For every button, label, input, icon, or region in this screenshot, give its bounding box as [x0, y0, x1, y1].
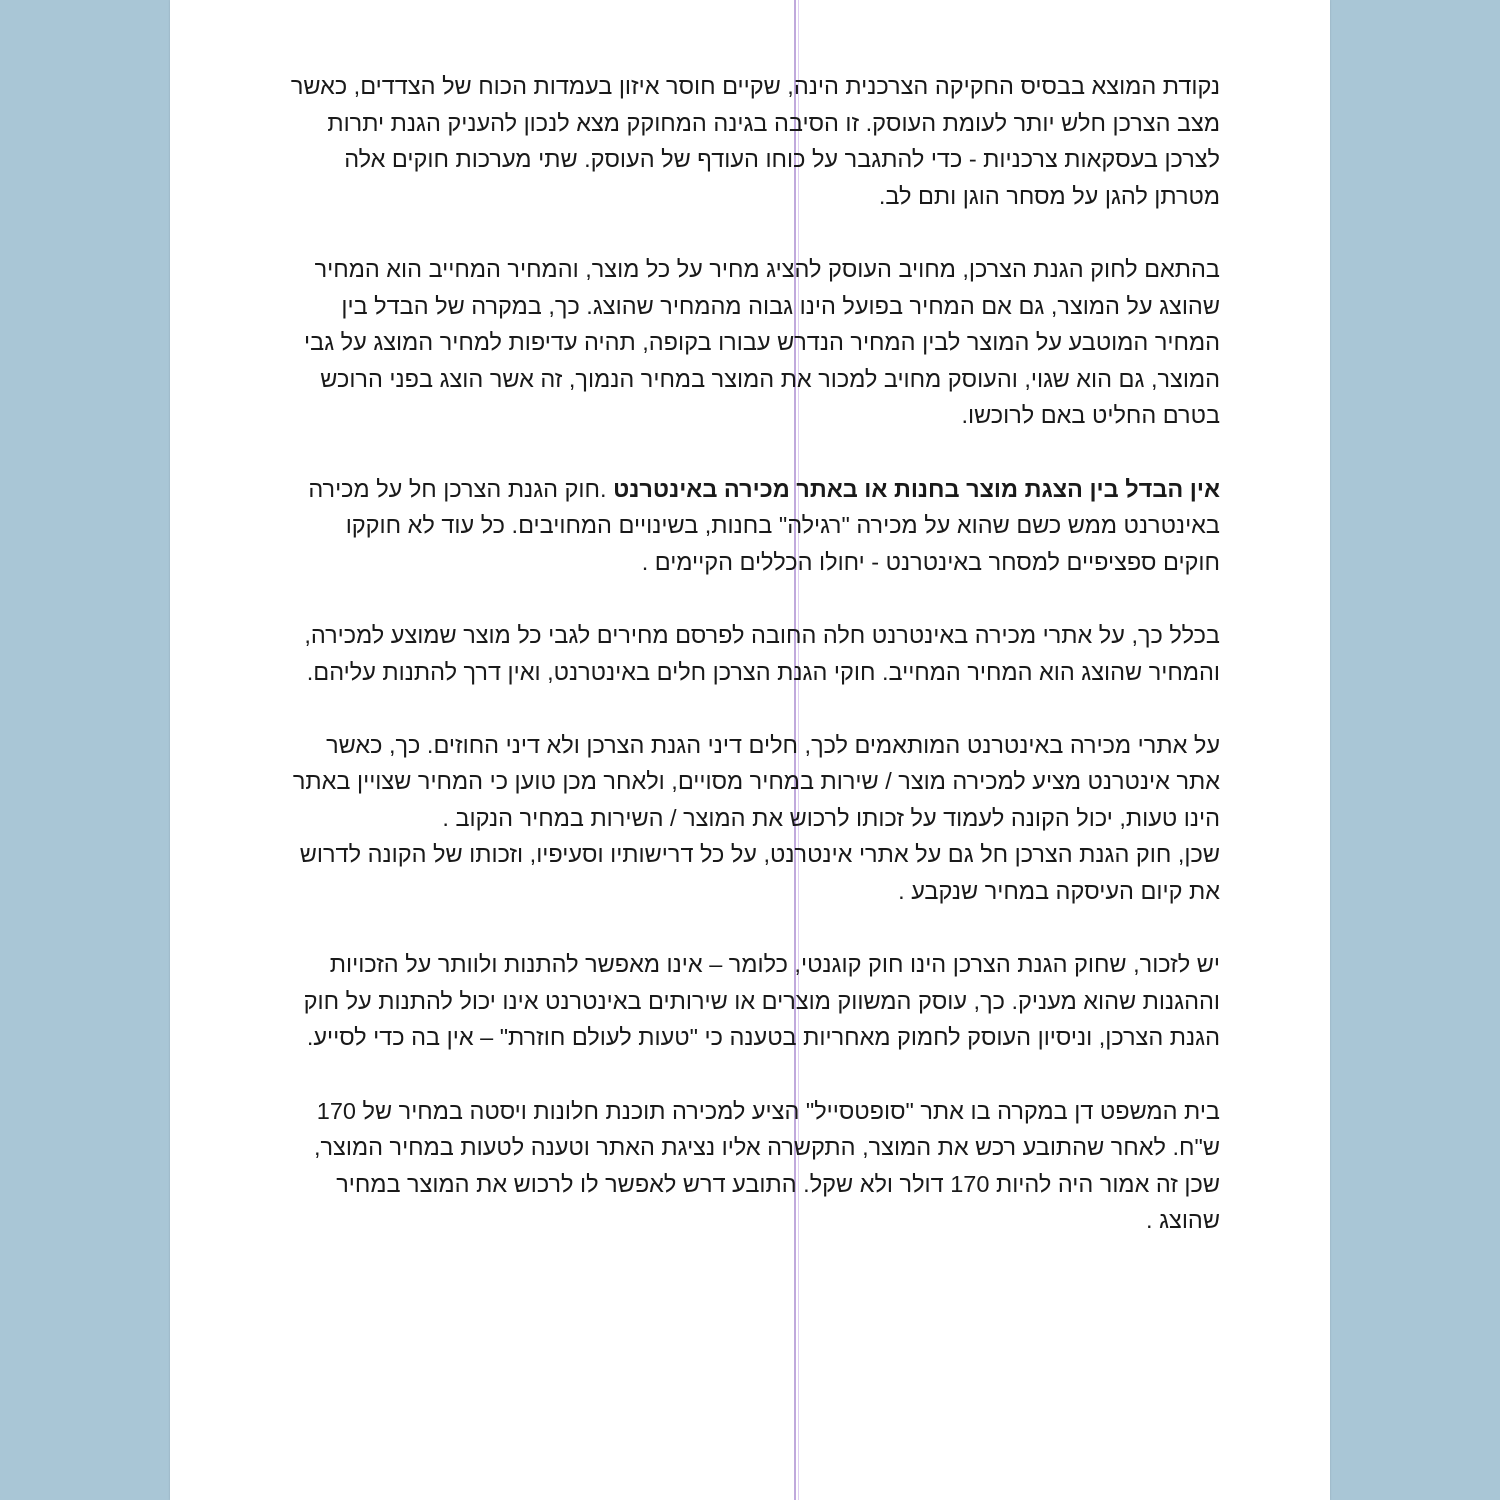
paragraph	[290, 68, 1220, 214]
paragraph	[290, 617, 1220, 690]
paragraph-text: יש לזכור, שחוק הגנת הצרכן הינו חוק קוגנטי, כלומר – אינו מאפשר להתנות ולוותר על הזכויות וההגנות שהוא מעניק. כך, עוסק המשווק מוצרים או שירותים באינטרנט אינו יכול להתנות על חוק הגנת הצרכן, וניסיון העוסק לחמוק מאחריות בטענה כי "טעות לעולם חוזרת" – אין בה כדי לסייע.	[303, 951, 1220, 1051]
paragraph-text: בכלל כך, על אתרי מכירה באינטרנט חלה החובה לפרסם מחירים לגבי כל מוצר שמוצע למכירה, והמחיר שהוצג הוא המחיר המחייב. חוקי הגנת הצרכן חלים באינטרנט, ואין דרך להתנות עליהם.	[304, 621, 1220, 685]
paragraph	[290, 251, 1220, 434]
document-body	[290, 68, 1220, 1276]
paragraph	[290, 727, 1220, 837]
paragraph-text: על אתרי מכירה באינטרנט המותאמים לכך, חלים דיני הגנת הצרכן ולא דיני החוזים. כך, כאשר אתר אינטרנט מציע למכירה מוצר / שירות במחיר מסויים, ולאחר מכן טוען כי המחיר שצויין באתר הינו טעות, יכול הקונה לעמוד על זכותו לרכוש את המוצר / השירות במחיר הנקוב .	[292, 731, 1220, 831]
paragraph	[290, 471, 1220, 581]
paragraph	[290, 946, 1220, 1056]
paragraph-text: בית המשפט דן במקרה בו אתר "סופטסייל" הציע למכירה תוכנת חלונות ויסטה במחיר של 170 ש"ח. לאחר שהתובע רכש את המוצר, התקשרה אליו נציגת האתר וטענה לטעות במחיר המוצר, שכן זה אמור היה להיות 170 דולר ולא שקל. התובע דרש לאפשר לו לרכוש את המוצר במחיר שהוצג .	[313, 1097, 1220, 1234]
paragraph	[290, 1093, 1220, 1239]
paragraph-text: שכן, חוק הגנת הצרכן חל גם על אתרי אינטרנט, על כל דרישותיו וסעיפיו, וזכותו של הקונה לדרוש את קיום העיסקה במחיר שנקבע .	[299, 841, 1220, 905]
document-page	[170, 0, 1330, 1500]
paragraph-bold-lead: אין הבדל בין הצגת מוצר בחנות או באתר מכירה באינטרנט	[613, 475, 1220, 502]
paragraph-text: נקודת המוצא בבסיס החקיקה הצרכנית הינה, שקיים חוסר איזון בעמדות הכוח של הצדדים, כאשר מצב הצרכן חלש יותר לעומת העוסק. זו הסיבה בגינה המחוקק מצא לנכון להעניק הגנת יתרות לצרכן בעסקאות צרכניות - כדי להתגבר על כוחו העודף של העוסק. שתי מערכות חוקים אלה מטרתן להגן על מסחר הוגן ותם לב.	[290, 73, 1220, 209]
paragraph	[290, 836, 1220, 909]
paragraph-text: בהתאם לחוק הגנת הצרכן, מחויב העוסק להציג מחיר על כל מוצר, והמחיר המחייב הוא המחיר שהוצג על המוצר, גם אם המחיר בפועל הינו גבוה מהמחיר שהוצג. כך, במקרה של הבדל בין המחיר המוטבע על המוצר לבין המחיר הנדרש עבורו בקופה, תהיה עדיפות למחיר המוצג על גבי המוצר, גם הוא שגוי, והעוסק מחויב למכור את המוצר במחיר הנמוך, זה אשר הוצג בפני הרוכש בטרם החליט באם לרוכשו.	[304, 255, 1220, 429]
paragraph-text: .חוק הגנת הצרכן חל על מכירה באינטרנט ממש כשם שהוא על מכירה "רגילה" בחנות, בשינויים המחויבים. כל עוד לא חוקקו חוקים ספציפיים למסחר באינטרנט - יחולו הכללים הקיימים .	[308, 475, 1220, 575]
